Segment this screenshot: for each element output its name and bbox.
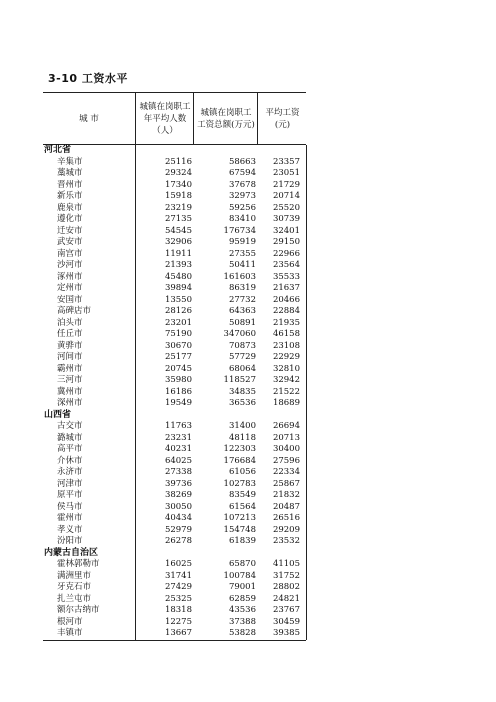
total-wages: 79001 [228, 582, 256, 592]
table-row [43, 628, 306, 640]
total-wages: 107213 [223, 513, 256, 523]
table-row [43, 295, 306, 307]
city-name: 霍林郭勒市 [57, 559, 100, 569]
total-wages: 27732 [228, 294, 256, 305]
city-name: 晋州市 [57, 179, 83, 190]
table-row [43, 329, 306, 341]
total-wages: 176684 [223, 455, 256, 466]
total-wages: 57729 [228, 352, 256, 362]
city-name: 古交市 [57, 421, 83, 431]
city-name: 泊头市 [57, 317, 83, 328]
avg-employees: 11763 [164, 421, 192, 431]
avg-employees: 35980 [164, 375, 192, 385]
avg-wage: 35533 [272, 271, 300, 282]
city-name: 永济市 [57, 467, 83, 477]
avg-employees: 23201 [164, 317, 192, 328]
table-row [43, 525, 306, 537]
city-name: 介休市 [57, 455, 83, 466]
avg-employees: 54545 [164, 225, 192, 236]
city-name: 鹿泉市 [57, 202, 83, 213]
province-heading: 山西省 [44, 409, 72, 420]
avg-wage: 21522 [272, 386, 300, 397]
total-wages: 36536 [228, 398, 256, 408]
table-row [43, 617, 306, 629]
city-name: 高平市 [57, 444, 83, 454]
avg-wage: 30400 [272, 444, 300, 454]
avg-employees: 13550 [164, 294, 192, 305]
avg-wage: 20714 [272, 191, 300, 201]
table-row [43, 249, 306, 261]
avg-wage: 23357 [272, 156, 300, 167]
avg-employees: 27429 [164, 582, 192, 592]
avg-employees: 39894 [164, 283, 192, 293]
avg-wage: 25520 [272, 202, 300, 213]
avg-wage: 23564 [272, 260, 300, 270]
total-wages: 61564 [228, 501, 256, 512]
table-row [43, 559, 306, 571]
avg-wage: 23108 [272, 340, 300, 351]
city-name: 任丘市 [57, 329, 83, 339]
table-row [43, 605, 306, 617]
table-row [43, 168, 306, 180]
table-row [43, 352, 306, 364]
avg-wage: 21832 [272, 490, 300, 500]
avg-wage: 26516 [272, 513, 300, 523]
city-name: 满洲里市 [57, 570, 92, 581]
avg-employees: 25325 [164, 593, 192, 604]
table-row [43, 398, 306, 410]
avg-wage: 25867 [272, 478, 300, 489]
avg-wage: 20466 [272, 294, 300, 305]
avg-wage: 28802 [272, 582, 300, 592]
city-name: 潞城市 [57, 432, 83, 443]
avg-employees: 25116 [164, 156, 192, 167]
total-wages: 64363 [228, 306, 256, 316]
table-row [43, 180, 306, 192]
total-wages: 27355 [228, 248, 256, 259]
city-name: 武安市 [57, 237, 83, 247]
avg-employees: 28126 [164, 306, 192, 316]
avg-employees: 23231 [164, 432, 192, 443]
city-name: 侯马市 [57, 501, 83, 512]
total-wages: 83549 [228, 490, 256, 500]
total-wages: 176734 [223, 225, 256, 236]
total-wages: 53828 [228, 628, 256, 638]
table-row [43, 318, 306, 330]
avg-employees: 21393 [164, 260, 192, 270]
avg-employees: 52979 [164, 524, 192, 535]
total-wages: 61839 [228, 536, 256, 546]
total-wages: 58663 [228, 156, 256, 167]
city-name: 扎兰屯市 [57, 593, 92, 604]
total-wages: 62859 [228, 593, 256, 604]
table-row [43, 341, 306, 353]
total-wages: 83410 [228, 214, 256, 224]
avg-employees: 75190 [164, 329, 192, 339]
avg-employees: 16186 [164, 386, 192, 397]
total-wages: 32973 [228, 191, 256, 201]
province-heading: 内蒙古自治区 [44, 547, 99, 558]
avg-wage: 21935 [272, 317, 300, 328]
avg-wage: 20713 [272, 432, 300, 443]
province-heading: 河北省 [44, 145, 72, 155]
table-row [43, 502, 306, 514]
table-row [43, 479, 306, 491]
avg-wage: 29209 [272, 524, 300, 535]
avg-wage: 23051 [272, 168, 300, 178]
city-name: 根河市 [57, 616, 83, 627]
total-wages: 65870 [228, 559, 256, 569]
city-name: 高碑店市 [57, 306, 92, 316]
avg-employees: 15918 [164, 191, 192, 201]
total-wages: 34835 [228, 386, 256, 397]
avg-employees: 32906 [164, 237, 192, 247]
header-total-wages: 城镇在岗职工 工资总额(万元) [193, 93, 258, 144]
city-name: 河津市 [57, 478, 83, 489]
total-wages: 347060 [223, 329, 256, 339]
avg-wage: 20487 [272, 501, 300, 512]
avg-wage: 22966 [272, 248, 300, 259]
avg-wage: 30459 [272, 616, 300, 627]
table-row [43, 582, 306, 594]
table-row [43, 157, 306, 169]
city-name: 南宫市 [57, 248, 83, 259]
avg-wage: 22929 [272, 352, 300, 362]
table-row [43, 387, 306, 399]
avg-wage: 23767 [272, 605, 300, 615]
avg-employees: 27338 [164, 467, 192, 477]
table-bottom-rule [43, 640, 306, 641]
city-name: 藁城市 [57, 168, 83, 178]
table-row [43, 571, 306, 583]
table-row [43, 272, 306, 284]
total-wages: 70873 [228, 340, 256, 351]
avg-wage: 39385 [272, 628, 300, 638]
avg-wage: 32401 [272, 225, 300, 236]
table-body [43, 145, 306, 640]
avg-wage: 32942 [272, 375, 300, 385]
table-row [43, 283, 306, 295]
table-row [43, 456, 306, 468]
avg-employees: 40231 [164, 444, 192, 454]
table-row [43, 191, 306, 203]
avg-wage: 21637 [272, 283, 300, 293]
table-row [43, 421, 306, 433]
table-row [43, 444, 306, 456]
avg-employees: 26278 [164, 536, 192, 546]
total-wages: 95919 [228, 237, 256, 247]
avg-wage: 23532 [272, 536, 300, 546]
table-row [43, 536, 306, 548]
city-name: 新乐市 [57, 191, 83, 201]
table-row [43, 490, 306, 502]
total-wages: 37388 [228, 616, 256, 627]
total-wages: 122303 [223, 444, 256, 454]
table-row [43, 433, 306, 445]
header-avg-wage: 平均工资 (元) [257, 93, 307, 144]
avg-employees: 25177 [164, 352, 192, 362]
city-name: 额尔古纳市 [57, 605, 100, 615]
total-wages: 48118 [228, 432, 256, 443]
city-name: 孝义市 [57, 524, 83, 535]
table-row [43, 237, 306, 249]
avg-wage: 41105 [272, 559, 300, 569]
avg-employees: 23219 [164, 202, 192, 213]
avg-employees: 40434 [164, 513, 192, 523]
avg-employees: 38269 [164, 490, 192, 500]
avg-employees: 13667 [164, 628, 192, 638]
avg-employees: 17340 [164, 179, 192, 190]
avg-employees: 18318 [164, 605, 192, 615]
avg-wage: 22334 [272, 467, 300, 477]
total-wages: 50411 [228, 260, 256, 270]
city-name: 原平市 [57, 490, 83, 500]
city-name: 霍州市 [57, 513, 83, 523]
table-row [43, 226, 306, 238]
total-wages: 118527 [223, 375, 256, 385]
city-name: 冀州市 [57, 386, 83, 397]
header-city: 城 市 [79, 113, 99, 124]
city-name: 遵化市 [57, 214, 83, 224]
avg-wage: 21729 [272, 179, 300, 190]
total-wages: 86319 [228, 283, 256, 293]
table-row [43, 594, 306, 606]
city-name: 定州市 [57, 283, 83, 293]
header-avg-employees: 城镇在岗职工 年平均人数（人） [135, 93, 194, 144]
city-name: 迁安市 [57, 225, 83, 236]
avg-employees: 19549 [164, 398, 192, 408]
avg-wage: 26694 [272, 421, 300, 431]
avg-wage: 18689 [272, 398, 300, 408]
city-name: 霸州市 [57, 363, 83, 374]
total-wages: 67594 [228, 168, 256, 178]
avg-employees: 64025 [164, 455, 192, 466]
city-name: 三河市 [57, 375, 83, 385]
city-name: 丰镇市 [57, 628, 83, 638]
city-name: 河间市 [57, 352, 83, 362]
city-name: 安国市 [57, 294, 83, 305]
city-name: 深州市 [57, 398, 83, 408]
avg-employees: 45480 [164, 271, 192, 282]
table-row [43, 375, 306, 387]
avg-wage: 29150 [272, 237, 300, 247]
avg-employees: 12275 [164, 616, 192, 627]
avg-wage: 30739 [272, 214, 300, 224]
avg-employees: 11911 [164, 248, 192, 259]
total-wages: 102783 [223, 478, 256, 489]
table-row [43, 306, 306, 318]
total-wages: 37678 [228, 179, 256, 190]
table-row [43, 467, 306, 479]
avg-wage: 46158 [272, 329, 300, 339]
avg-employees: 39736 [164, 478, 192, 489]
avg-wage: 32810 [272, 363, 300, 374]
avg-employees: 27135 [164, 214, 192, 224]
city-name: 牙克石市 [57, 582, 92, 592]
avg-wage: 27596 [272, 455, 300, 466]
avg-employees: 30670 [164, 340, 192, 351]
city-name: 涿州市 [57, 271, 83, 282]
total-wages: 100784 [223, 570, 256, 581]
table-row [43, 513, 306, 525]
total-wages: 154748 [223, 524, 256, 535]
total-wages: 61056 [228, 467, 256, 477]
avg-employees: 29324 [164, 168, 192, 178]
total-wages: 59256 [228, 202, 256, 213]
total-wages: 68064 [228, 363, 256, 374]
avg-employees: 30050 [164, 501, 192, 512]
city-name: 沙河市 [57, 260, 83, 270]
city-name: 黄骅市 [57, 340, 83, 351]
total-wages: 43536 [228, 605, 256, 615]
table-header [43, 92, 306, 145]
city-name: 汾阳市 [57, 536, 83, 546]
avg-employees: 20745 [164, 363, 192, 374]
page-title: 3-10 工资水平 [48, 72, 128, 85]
avg-employees: 16025 [164, 559, 192, 569]
avg-wage: 24821 [272, 593, 300, 604]
avg-wage: 31752 [272, 570, 300, 581]
table-row [43, 214, 306, 226]
wage-table [43, 92, 306, 641]
table-row [43, 260, 306, 272]
table-row [43, 203, 306, 215]
total-wages: 31400 [228, 421, 256, 431]
avg-wage: 22884 [272, 306, 300, 316]
city-name: 辛集市 [57, 156, 83, 167]
table-row [43, 364, 306, 376]
total-wages: 50891 [228, 317, 256, 328]
total-wages: 161603 [223, 271, 256, 282]
avg-employees: 31741 [164, 570, 192, 581]
